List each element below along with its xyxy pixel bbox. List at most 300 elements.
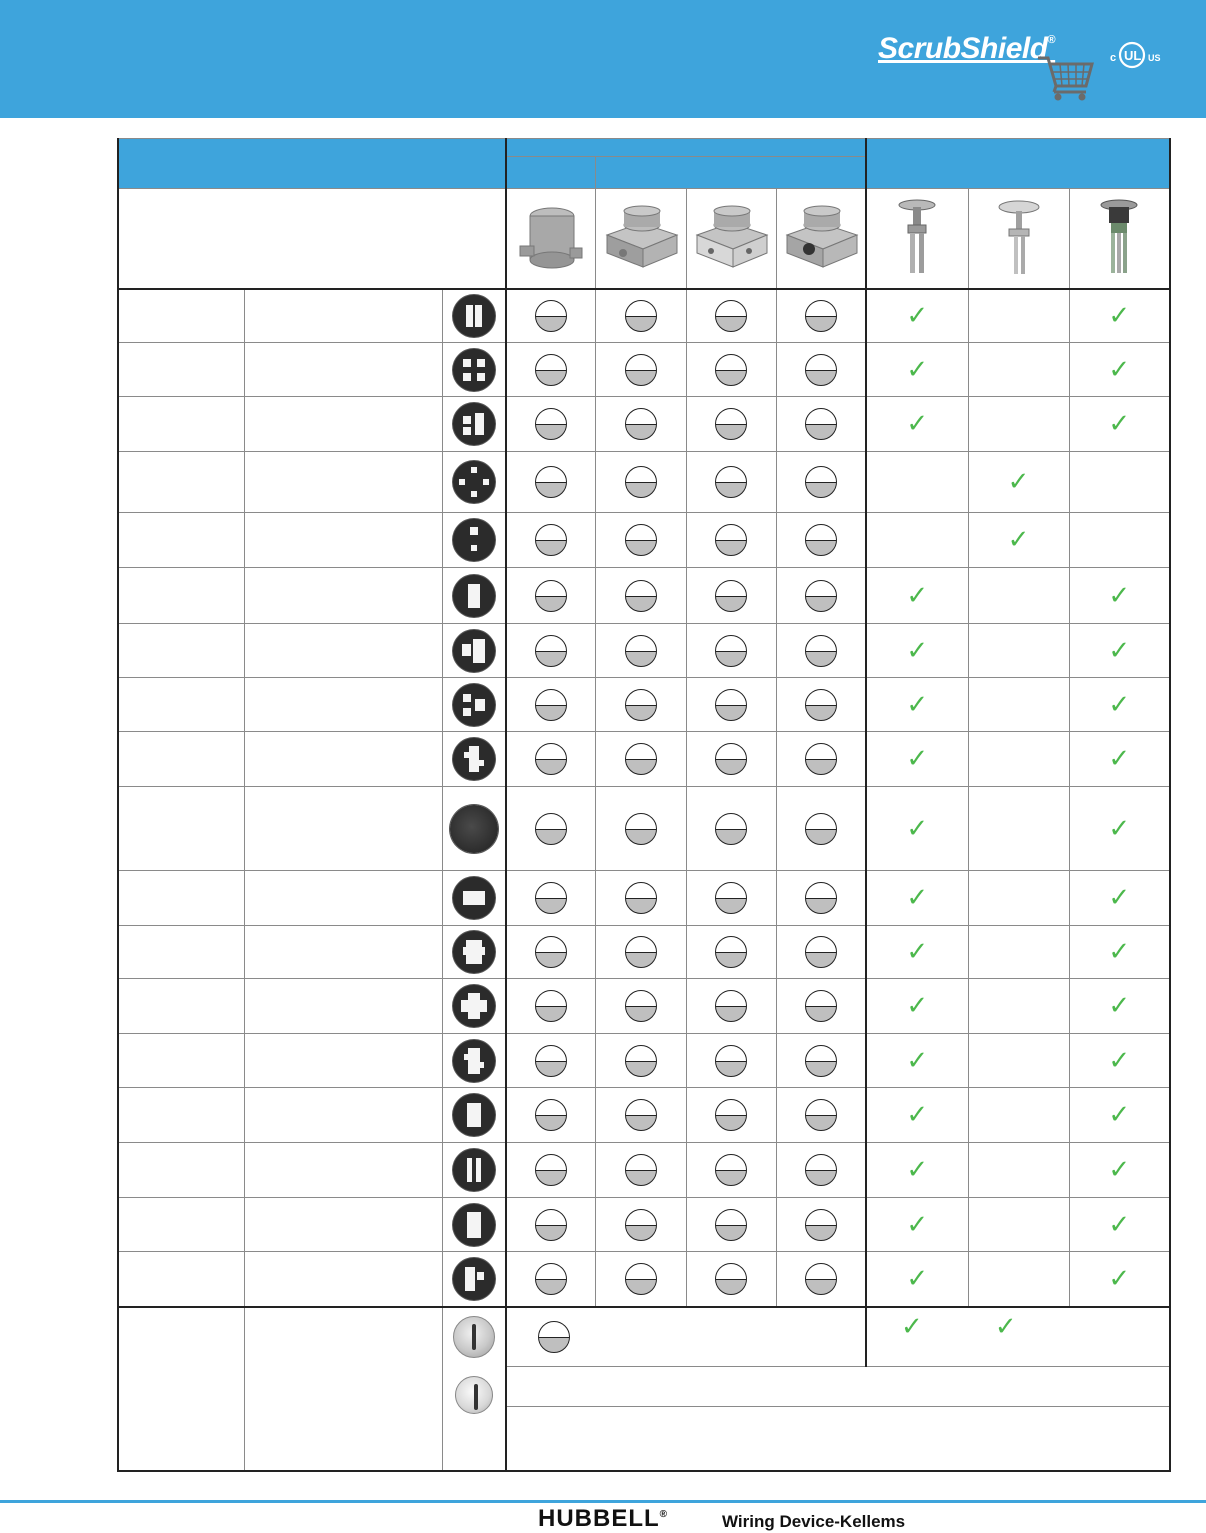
- box-c-circle-cell: [686, 1034, 776, 1088]
- half-filled-circle-icon: [535, 882, 567, 914]
- check-mark-icon: ✓: [1108, 354, 1131, 385]
- round-floor-box-photo: [516, 202, 586, 274]
- box-b-circle-cell: [595, 624, 686, 678]
- insert-1-check-cell: [866, 787, 968, 871]
- insert-1-check-cell: [866, 452, 968, 513]
- insert-3-check-cell: [1069, 787, 1170, 871]
- box-c-circle-cell: [686, 624, 776, 678]
- box-b-circle-cell: [595, 1198, 686, 1252]
- box-b-circle-cell: [595, 787, 686, 871]
- box-d-circle-cell: [776, 452, 866, 513]
- half-filled-circle-icon: [625, 1263, 657, 1295]
- box-a-circle-cell: [506, 289, 595, 343]
- note-cell-2: [506, 1407, 1170, 1471]
- box-d-circle-cell: [776, 979, 866, 1034]
- half-filled-circle-icon: [535, 1209, 567, 1241]
- table-row: [118, 1143, 1170, 1198]
- insert-2-check-cell: [968, 1198, 1069, 1252]
- half-filled-circle-icon: [715, 524, 747, 556]
- box-b-circle-cell: [595, 979, 686, 1034]
- box-a-circle-cell: [506, 568, 595, 624]
- half-filled-circle-icon: [625, 813, 657, 845]
- box-b-circle-cell: [595, 452, 686, 513]
- half-filled-circle-icon: [715, 990, 747, 1022]
- insert-1-check-cell: [866, 1034, 968, 1088]
- solid-blank-cover-icon: [450, 805, 498, 853]
- insert-3-check-cell: [1069, 624, 1170, 678]
- half-filled-circle-icon: [535, 689, 567, 721]
- row-icon-cell: [442, 871, 506, 926]
- half-filled-circle-icon: [805, 1045, 837, 1077]
- note-cell-1: [506, 1367, 1170, 1407]
- insert-3-check-cell: [1069, 1088, 1170, 1143]
- half-filled-circle-icon: [715, 1045, 747, 1077]
- row-label-cell: [118, 397, 244, 452]
- half-filled-circle-icon: [805, 635, 837, 667]
- square-floor-box-photo-3: [781, 205, 861, 271]
- cert-center-text: UL: [1124, 48, 1142, 63]
- box-c-circle-cell: [686, 871, 776, 926]
- check-mark-icon: ✓: [906, 991, 929, 1021]
- table-row: [118, 1034, 1170, 1088]
- row-icon-cell: [442, 926, 506, 979]
- box-d-circle-cell: [776, 678, 866, 732]
- check-mark-icon: ✓: [906, 813, 929, 844]
- box-c-circle-cell: [686, 452, 776, 513]
- row-label-cell: [118, 1088, 244, 1143]
- table-row: [118, 1088, 1170, 1143]
- row-icon-cell: [442, 979, 506, 1034]
- row-icon-cell: [442, 452, 506, 513]
- box-a-circle-cell: [506, 343, 595, 397]
- check-mark-icon: ✓: [906, 635, 929, 666]
- row-icon-cell: [442, 624, 506, 678]
- half-filled-circle-icon: [535, 1263, 567, 1295]
- square-floor-box-photo-2: [691, 205, 771, 271]
- check-mark-icon: ✓: [1108, 1263, 1131, 1294]
- flush-boxes-circle-cell: [506, 1307, 866, 1367]
- row-icon-cell: [442, 1307, 506, 1471]
- insert-3-check-cell: [1069, 1252, 1170, 1307]
- half-filled-circle-icon: [715, 580, 747, 612]
- table-row: [118, 1307, 1170, 1367]
- brand-logo: ScrubShield®: [878, 32, 1056, 65]
- row-description-cell: [244, 926, 442, 979]
- row-label-cell: [118, 513, 244, 568]
- header-cell-boxes: [506, 139, 866, 157]
- half-filled-circle-icon: [535, 1099, 567, 1131]
- row-description-cell: [244, 678, 442, 732]
- half-filled-circle-icon: [625, 689, 657, 721]
- insert-1-check-cell: [866, 871, 968, 926]
- box-d-circle-cell: [776, 926, 866, 979]
- row-icon-cell: [442, 1034, 506, 1088]
- row-description-cell: [244, 1307, 442, 1471]
- half-filled-circle-icon: [535, 354, 567, 386]
- insert-3-check-cell: [1069, 343, 1170, 397]
- check-mark-icon: ✓: [1108, 991, 1131, 1021]
- twin-narrow-slots-plate-icon: [453, 1149, 495, 1191]
- half-filled-circle-icon: [625, 300, 657, 332]
- check-mark-icon: ✓: [906, 689, 929, 720]
- row-icon-cell: [442, 289, 506, 343]
- row-description-cell: [244, 452, 442, 513]
- box-c-circle-cell: [686, 568, 776, 624]
- row-icon-cell: [442, 787, 506, 871]
- footer-brand: HUBBELL®: [538, 1505, 669, 1532]
- box-d-circle-cell: [776, 871, 866, 926]
- row-description-cell: [244, 513, 442, 568]
- row-label-cell: [118, 732, 244, 787]
- half-filled-circle-icon: [715, 300, 747, 332]
- insert-2-check-cell: [968, 1088, 1069, 1143]
- check-mark-icon: ✓: [1108, 1045, 1131, 1076]
- table-row: [118, 871, 1170, 926]
- check-mark-icon: ✓: [906, 883, 929, 913]
- box-b-circle-cell: [595, 1034, 686, 1088]
- insert-2-check-cell: [968, 1034, 1069, 1088]
- half-filled-circle-icon: [805, 1209, 837, 1241]
- insert-2-check-cell: [968, 732, 1069, 787]
- insert-1-check-cell: [866, 568, 968, 624]
- check-mark-icon: ✓: [1108, 813, 1131, 844]
- box-a-circle-cell: [506, 732, 595, 787]
- insert-1-check-cell: [866, 343, 968, 397]
- insert-2-check-cell: [968, 1252, 1069, 1307]
- check-mark-icon: ✓: [906, 1045, 929, 1076]
- four-round-openings-plate-icon: [453, 349, 495, 391]
- insert-1-check-cell: [866, 624, 968, 678]
- box-b-circle-cell: [595, 289, 686, 343]
- insert-3-check-cell: [1069, 513, 1170, 568]
- check-mark-icon: ✓: [1108, 744, 1131, 774]
- half-filled-circle-icon: [715, 936, 747, 968]
- footer-line: [0, 1500, 1206, 1503]
- flush-cover-round-icon: [455, 1376, 493, 1414]
- box-c-circle-cell: [686, 926, 776, 979]
- check-mark-icon: ✓: [1108, 1209, 1131, 1240]
- box-b-circle-cell: [595, 343, 686, 397]
- insert-2-check-cell: [968, 787, 1069, 871]
- table-row: [118, 979, 1170, 1034]
- half-filled-circle-icon: [625, 524, 657, 556]
- box-d-circle-cell: [776, 624, 866, 678]
- row-label-cell: [118, 979, 244, 1034]
- half-filled-circle-icon: [715, 1154, 747, 1186]
- check-mark-icon: ✓: [1108, 300, 1131, 331]
- half-filled-circle-icon: [625, 1209, 657, 1241]
- insert-2-check-cell: [968, 678, 1069, 732]
- half-filled-circle-icon: [535, 300, 567, 332]
- half-filled-circle-icon: [625, 990, 657, 1022]
- box-d-circle-cell: [776, 289, 866, 343]
- poke-thru-insert-photo-3: [1097, 197, 1141, 279]
- insert-3-check-cell: [1069, 732, 1170, 787]
- box-a-circle-cell: [506, 452, 595, 513]
- half-filled-circle-icon: [625, 408, 657, 440]
- row-label-cell: [118, 568, 244, 624]
- box-b-circle-cell: [595, 926, 686, 979]
- row-description-cell: [244, 1252, 442, 1307]
- half-filled-circle-icon: [715, 1263, 747, 1295]
- check-mark-icon: ✓: [1007, 525, 1030, 555]
- round-and-rect-openings-plate-icon: [453, 403, 495, 445]
- half-filled-circle-icon: [715, 813, 747, 845]
- half-filled-circle-icon: [715, 689, 747, 721]
- box-d-circle-cell: [776, 397, 866, 452]
- insert-1-check-cell: [866, 289, 968, 343]
- square-and-rect-openings-plate-icon: [453, 630, 495, 672]
- row-label-cell: [118, 624, 244, 678]
- insert-2-check-cell: [968, 979, 1069, 1034]
- box-c-circle-cell: [686, 343, 776, 397]
- row-label-cell: [118, 926, 244, 979]
- table-row: [118, 732, 1170, 787]
- insert-1-check-cell: [866, 678, 968, 732]
- half-filled-circle-icon: [805, 300, 837, 332]
- table-row: [118, 452, 1170, 513]
- row-description-cell: [244, 397, 442, 452]
- half-filled-circle-icon: [805, 524, 837, 556]
- row-label-cell: [118, 871, 244, 926]
- table-row: [118, 787, 1170, 871]
- half-filled-circle-icon: [715, 743, 747, 775]
- check-mark-icon: ✓: [906, 1263, 929, 1294]
- header-cell-inserts: [866, 139, 1170, 189]
- half-filled-circle-icon: [805, 689, 837, 721]
- half-filled-circle-icon: [625, 743, 657, 775]
- header-bar: [0, 0, 1206, 118]
- cert-left-text: c: [1110, 52, 1117, 64]
- half-filled-circle-icon: [625, 580, 657, 612]
- row-label-cell: [118, 787, 244, 871]
- cert-right-text: US: [1148, 53, 1161, 63]
- insert-3-check-cell: [1069, 926, 1170, 979]
- table-row: [118, 568, 1170, 624]
- row-icon-cell: [442, 568, 506, 624]
- row-description-cell: [244, 624, 442, 678]
- check-mark-icon: ✓: [906, 937, 929, 967]
- single-center-opening-plate-icon: [453, 519, 495, 561]
- check-mark-icon: ✓: [906, 354, 929, 385]
- footer-subtitle: Wiring Device-Kellems: [722, 1512, 906, 1531]
- half-filled-circle-icon: [535, 990, 567, 1022]
- insert-3-check-cell: [1069, 452, 1170, 513]
- check-mark-icon: ✓: [1007, 467, 1030, 497]
- poke-thru-insert-photo-2: [997, 197, 1041, 279]
- row-label-cell: [118, 678, 244, 732]
- check-mark-icon: ✓: [1108, 883, 1131, 913]
- cross-opening-plate-icon: [453, 985, 495, 1027]
- square-floor-box-photo-1: [601, 205, 681, 271]
- row-description-cell: [244, 732, 442, 787]
- header-cell-box-a: [506, 157, 595, 189]
- half-filled-circle-icon: [805, 1099, 837, 1131]
- check-mark-icon: ✓: [906, 1155, 929, 1185]
- row-label-cell: [118, 289, 244, 343]
- table-row: [118, 926, 1170, 979]
- half-filled-circle-icon: [535, 408, 567, 440]
- check-mark-icon: ✓: [994, 1311, 1017, 1342]
- insert-2-check-cell: [968, 568, 1069, 624]
- insert-3-check-cell: [1069, 1143, 1170, 1198]
- box-b-circle-cell: [595, 1143, 686, 1198]
- rect-plus-jack-plate-icon: [453, 1258, 495, 1300]
- box-d-circle-cell: [776, 513, 866, 568]
- half-filled-circle-icon: [535, 1045, 567, 1077]
- insert-1-check-cell: [866, 1143, 968, 1198]
- insert-3-check-cell: [1069, 568, 1170, 624]
- box-b-circle-cell: [595, 397, 686, 452]
- half-filled-circle-icon: [535, 813, 567, 845]
- row-description-cell: [244, 1034, 442, 1088]
- table-row: [118, 678, 1170, 732]
- round-box-photo-cell: [506, 189, 595, 289]
- half-filled-circle-icon: [805, 743, 837, 775]
- two-round-one-square-openings-plate-icon: [453, 684, 495, 726]
- box-d-circle-cell: [776, 1034, 866, 1088]
- row-label-cell: [118, 1252, 244, 1307]
- box-d-circle-cell: [776, 1143, 866, 1198]
- half-filled-circle-icon: [625, 354, 657, 386]
- box-a-circle-cell: [506, 1088, 595, 1143]
- insert-2-check-cell: [968, 343, 1069, 397]
- half-filled-circle-icon: [625, 1099, 657, 1131]
- header-cell-box-b: [595, 157, 866, 189]
- box-a-circle-cell: [506, 1143, 595, 1198]
- box-c-circle-cell: [686, 1088, 776, 1143]
- box-c-circle-cell: [686, 397, 776, 452]
- row-label-cell: [118, 1307, 244, 1471]
- insert-3-check-cell: [1069, 1034, 1170, 1088]
- half-filled-circle-icon: [805, 936, 837, 968]
- row-description-cell: [244, 1198, 442, 1252]
- compatibility-table: [117, 138, 1171, 1472]
- row-label-cell: [118, 452, 244, 513]
- wide-rect-opening-plate-icon: [453, 877, 495, 919]
- check-mark-icon: ✓: [906, 409, 929, 439]
- insert-1-check-cell: [866, 1198, 968, 1252]
- table-row: [118, 397, 1170, 452]
- poke-thru-insert-photo-1: [895, 197, 939, 279]
- header-cell-description: [118, 139, 506, 189]
- box-c-circle-cell: [686, 787, 776, 871]
- box-d-circle-cell: [776, 732, 866, 787]
- flush-cover-brushed-icon: [453, 1316, 495, 1358]
- half-filled-circle-icon: [715, 1099, 747, 1131]
- insert-2-check-cell: [968, 289, 1069, 343]
- insert-photo-cell-2: [968, 189, 1069, 289]
- box-b-circle-cell: [595, 1252, 686, 1307]
- half-filled-circle-icon: [715, 1209, 747, 1241]
- box-a-circle-cell: [506, 979, 595, 1034]
- two-vertical-rects-plate-icon: [453, 295, 495, 337]
- insert-3-check-cell: [1069, 871, 1170, 926]
- row-icon-cell: [442, 513, 506, 568]
- check-mark-icon: ✓: [906, 1100, 929, 1130]
- image-row-label-cell: [118, 189, 506, 289]
- rect-with-side-tabs-plate-icon: [453, 738, 495, 780]
- box-c-circle-cell: [686, 289, 776, 343]
- half-filled-circle-icon: [625, 936, 657, 968]
- insert-photo-cell-3: [1069, 189, 1170, 289]
- box-c-circle-cell: [686, 1198, 776, 1252]
- table-row: [118, 1198, 1170, 1252]
- insert-3-check-cell: [1069, 979, 1170, 1034]
- row-description-cell: [244, 289, 442, 343]
- box-a-circle-cell: [506, 397, 595, 452]
- half-filled-circle-icon: [805, 408, 837, 440]
- box-b-circle-cell: [595, 1088, 686, 1143]
- box-b-circle-cell: [595, 732, 686, 787]
- box-d-circle-cell: [776, 1198, 866, 1252]
- box-a-circle-cell: [506, 1034, 595, 1088]
- box-b-circle-cell: [595, 871, 686, 926]
- row-icon-cell: [442, 397, 506, 452]
- box-a-circle-cell: [506, 787, 595, 871]
- box-c-circle-cell: [686, 732, 776, 787]
- square-box-photo-cell-2: [686, 189, 776, 289]
- box-a-circle-cell: [506, 1198, 595, 1252]
- insert-3-check-cell: [1069, 289, 1170, 343]
- box-d-circle-cell: [776, 1088, 866, 1143]
- flush-inserts-check-cell: [866, 1307, 1170, 1367]
- half-filled-circle-icon: [715, 882, 747, 914]
- row-description-cell: [244, 568, 442, 624]
- box-d-circle-cell: [776, 787, 866, 871]
- insert-1-check-cell: [866, 513, 968, 568]
- row-icon-cell: [442, 1088, 506, 1143]
- insert-photo-cell-1: [866, 189, 968, 289]
- box-a-circle-cell: [506, 678, 595, 732]
- check-mark-icon: ✓: [1108, 937, 1131, 967]
- half-filled-circle-icon: [625, 635, 657, 667]
- insert-2-check-cell: [968, 624, 1069, 678]
- row-description-cell: [244, 1143, 442, 1198]
- insert-1-check-cell: [866, 1088, 968, 1143]
- half-filled-circle-icon: [715, 466, 747, 498]
- notched-rect-opening-plate-icon: [453, 931, 495, 973]
- box-d-circle-cell: [776, 343, 866, 397]
- insert-1-check-cell: [866, 732, 968, 787]
- half-filled-circle-icon: [535, 580, 567, 612]
- insert-2-check-cell: [968, 397, 1069, 452]
- row-icon-cell: [442, 1252, 506, 1307]
- check-mark-icon: ✓: [906, 300, 929, 331]
- decora-with-notches-plate-icon: [453, 1040, 495, 1082]
- insert-2-check-cell: [968, 513, 1069, 568]
- insert-1-check-cell: [866, 397, 968, 452]
- half-filled-circle-icon: [715, 408, 747, 440]
- box-b-circle-cell: [595, 678, 686, 732]
- half-filled-circle-icon: [535, 466, 567, 498]
- row-icon-cell: [442, 1143, 506, 1198]
- half-filled-circle-icon: [805, 813, 837, 845]
- check-mark-icon: ✓: [1108, 1100, 1131, 1130]
- grid-jack-openings-plate-icon: [453, 1204, 495, 1246]
- single-rect-opening-plate-icon: [453, 575, 495, 617]
- half-filled-circle-icon: [805, 1263, 837, 1295]
- check-mark-icon: ✓: [1108, 1155, 1131, 1185]
- box-a-circle-cell: [506, 1252, 595, 1307]
- check-mark-icon: ✓: [1108, 580, 1131, 611]
- check-mark-icon: ✓: [906, 744, 929, 774]
- insert-3-check-cell: [1069, 1198, 1170, 1252]
- half-filled-circle-icon: [535, 524, 567, 556]
- insert-2-check-cell: [968, 1143, 1069, 1198]
- box-c-circle-cell: [686, 678, 776, 732]
- table-row: [118, 513, 1170, 568]
